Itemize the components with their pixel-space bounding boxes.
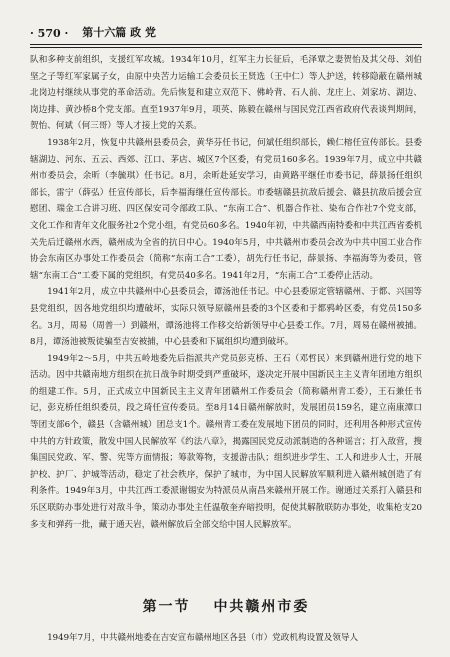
- section-title: 中共赣州市委: [213, 599, 310, 615]
- paragraph-5: 1949年7月，中共赣州地委在吉安宣布赣州地区各县（市）党政机构设置及领导人: [47, 633, 359, 643]
- body-text: [30, 52, 422, 533]
- paragraph-1: 队和多种支前组织，支援红军攻城。1934年10月，红军主力长征后，毛泽覃之妻贺怡及其父母、刘伯坚之子等红军家属子女，由原中央苦力运输工会委员长王贤选（王中仁）等人护送，转移隐蔽在赣州城北岗边村继续从事党的革命活动。先后恢复和建立双范下、佛岭背、石人前、龙庄上、刘家坊、湖边、岗边排、黄沙桥8个党支部。直至1937年9月，项英、陈毅在赣州与国民党江西省政府代表谈判期间，贺怡、何斌（何三哥）等人才接上党的关系。: [30, 55, 422, 132]
- section-number: 第一节: [142, 599, 191, 615]
- paragraph-4: 1949年2～5月，中共五岭地委先后指派共产党员彭克桥、王石（邓哲民）来到赣州进行党的地下活动。因中共赣南地方组织在抗日战争时期受到严重破坏，遂决定开展中国新民主主义青年团地方组织的组建工作。5月，正式成立中国新民主主义青年团赣州工作委员会（简称赣州青工委），王石兼任书记，彭克桥任组织委员，段之琦任宣传委员。至8月14日赣州解放时，发展团员159名，建立南康潭口等团支部6个，赣县（含赣州城）团总支1个。赣州青工委在发展地下团员的同时，还利用各种形式宣传中共的方针政策，散发中国人民解放军《约法八章》，揭露国民党反动派制造的各种谣言；打入敌营，搜集国民党政、军、警、宪等方面情报；筹款筹物，支援游击队；组织进步学生、工人和进步人士，开展护校、护厂、护城等活动，稳定了社会秩序，保护了城市，为中国人民解放军顺利进入赣州城创造了有利条件。1949年3月，中共江西工委派谢锡安为特派员从南昌来赣州开展工作。谢通过关系打入赣县和乐区联防办事处进行对敌斗争，策动办事处主任温敬奎弃暗投明，促使其解散联防办事处，收集枪支20多支和弹药一批，藏于通天岩，赣州解放后全部交给中国人民解放军。: [30, 353, 422, 530]
- header-rule: [30, 44, 422, 45]
- section-heading: [30, 596, 422, 616]
- paragraph-2: 1938年2月，恢复中共赣州县委员会，黄华芬任书记，何斌任组织部长，赖仁榕任宣传部长。县委辖湖边、河东、五云、西郊、江口、茅店、城区7个区委，有党员160多名。1939年7月，成立中共赣州市委员会，余昕（李毓琪）任书记。8月，余昕赴延安学习，由黄路平继任市委书记，薛景扬任组织部长，雷宁（薛弘）任宣传部长，后李福海继任宣传部长。市委辖赣县抗敌后援会、赣县抗敌后援会宣慰团、瑞金工合讲习班、四区保安司令部政工队、“东南工合”、机器合作社、染布合作社7个党支部，文化工作和青年文化服务社2个党小组，有党员60多名。1940年初，中共赣西南特委和中共江西省委机关先后迁赣州水西，赣州成为全省的抗日中心。1940年5月，中共赣州市委员会改为中共中国工业合作协会东南区办事处工作委员会（简称“东南工合”工委），胡先行任书记，薛景扬、李福海等为委员，管辖“东南工合”工委下属的党组织，有党员40多名。1941年2月，“东南工合”工委停止活动。: [30, 137, 422, 281]
- header-rule-thin: [30, 47, 422, 48]
- page-header: [30, 18, 422, 40]
- book-section-title: 第十六篇 政 党: [82, 26, 156, 39]
- page-number: · 570 ·: [30, 27, 69, 40]
- paragraph-3: 1941年2月，成立中共赣州中心县委员会，谭汤池任书记。中心县委原定管辖赣州、于都、兴国等县党组织，因各地党组织均遭破坏，实际只领导原赣州县委的3个区委和于都鸦岭区委，有党员150多名。3月，周易（周普一）到赣州，谭汤池将工作移交给新领导中心县委工作。7月，周易在赣州被捕。8月，谭汤池被叛徒骗至吉安被捕，中心县委和下属组织均遭到破坏。: [30, 287, 422, 348]
